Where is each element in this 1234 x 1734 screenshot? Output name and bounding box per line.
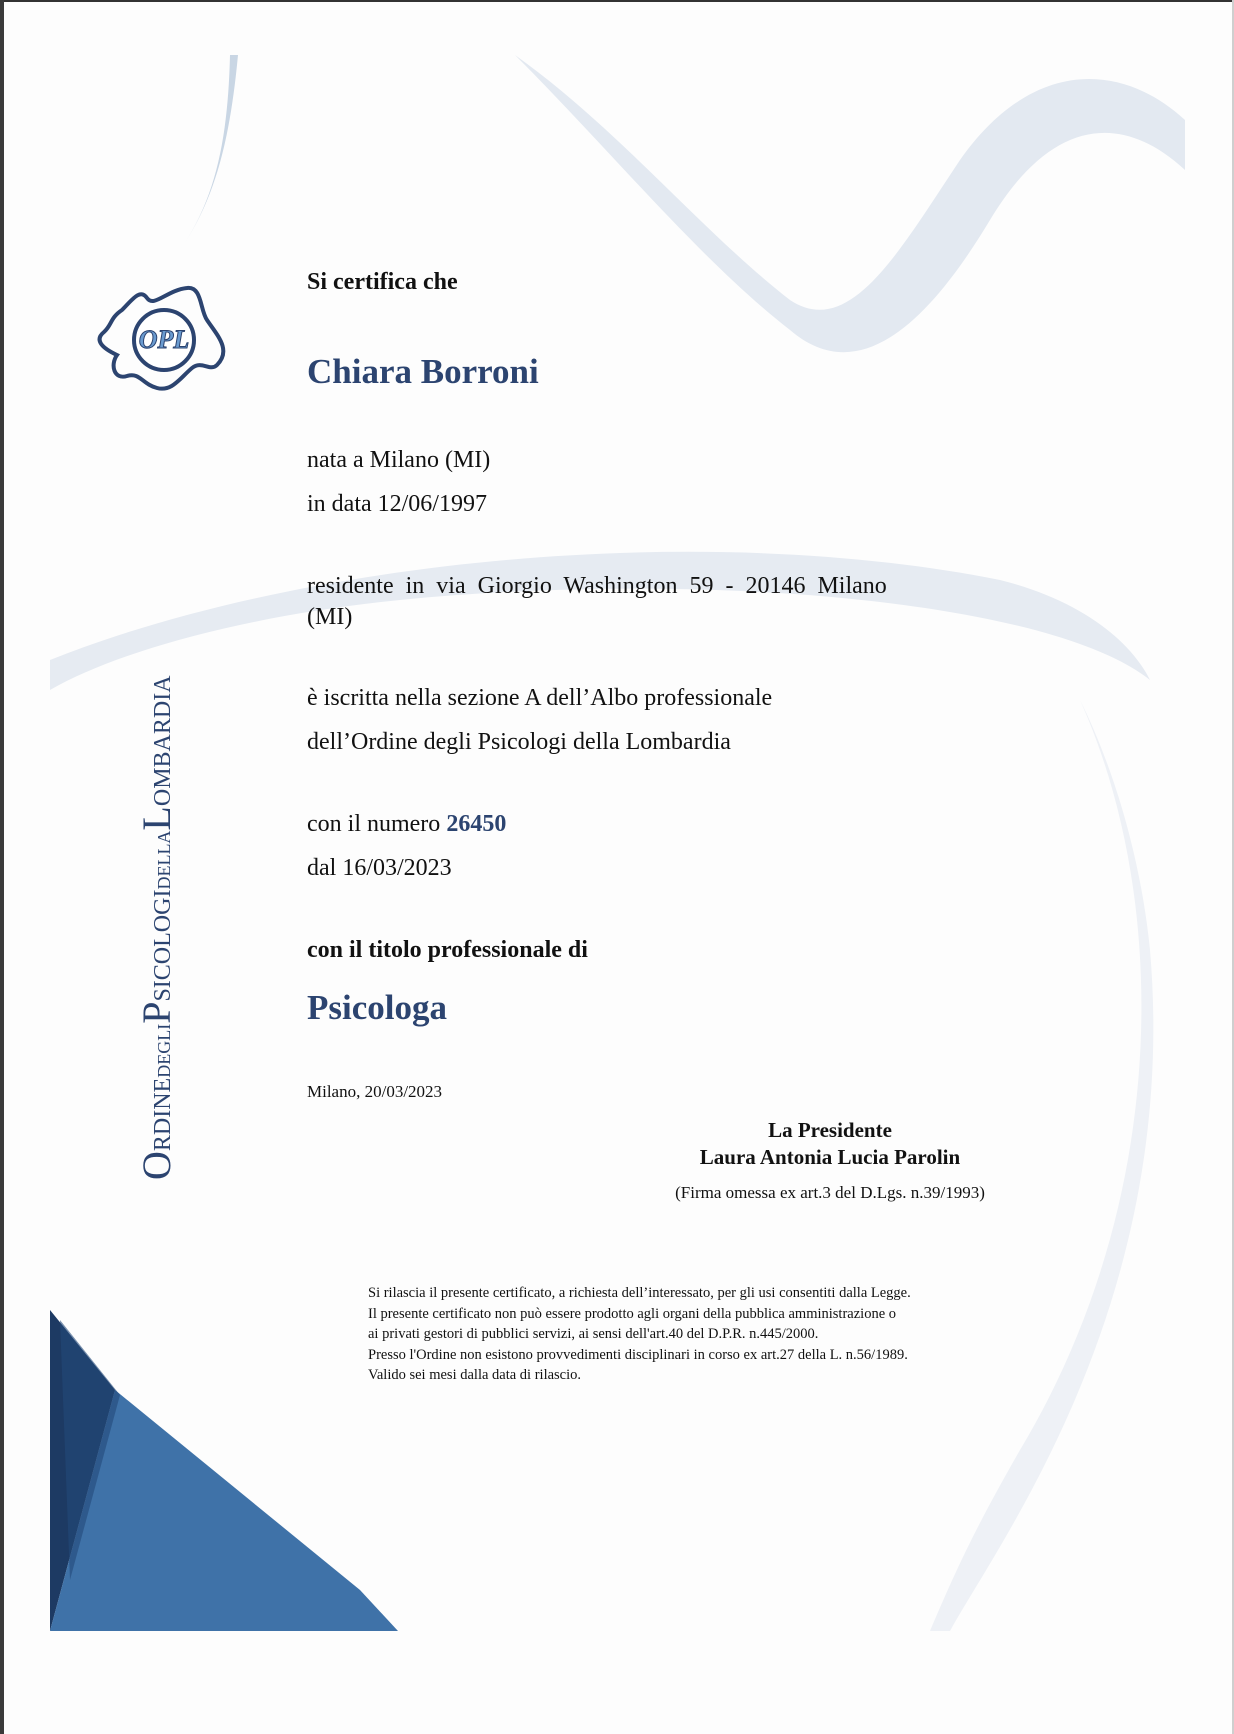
footer-line: Il presente certificato non può essere prodotto agli organi della pubblica amministrazione o <box>368 1305 897 1322</box>
signature-note: (Firma omessa ex art.3 del D.Lgs. n.39/1993) <box>675 1183 985 1202</box>
footer-line: Si rilascia il presente certificato, a richiesta dell’interessato, per gli usi consentiti dalla Legge. <box>368 1285 911 1301</box>
title-label: con il titolo professionale di <box>307 937 588 963</box>
member-name: Chiara Borroni <box>307 352 539 391</box>
birth-place: nata a Milano (MI) <box>307 447 491 473</box>
footer-notes <box>368 1283 911 1386</box>
signatory-name: Laura Antonia Lucia Parolin <box>699 1145 961 1169</box>
residence-line-2: (MI) <box>307 604 353 630</box>
opl-logo-icon <box>92 280 242 400</box>
footer-line: Valido sei mesi dalla data di rilascio. <box>368 1367 582 1383</box>
residence-line-1: residente in via Giorgio Washington 59 - 20146 Milano <box>307 573 887 599</box>
number-label: con il numero <box>307 811 447 837</box>
footer-line: ai privati gestori di pubblici servizi, ai sensi dell'art.40 del D.P.R. n.445/2000. <box>368 1326 819 1342</box>
birth-date: in data 12/06/1997 <box>307 491 487 517</box>
professional-title: Psicologa <box>307 988 447 1027</box>
registration-date: dal 16/03/2023 <box>307 855 452 881</box>
signatory-role: La Presidente <box>768 1118 892 1142</box>
enrolment-line-1: è iscritta nella sezione A dell’Albo professionale <box>307 685 773 711</box>
place-date: Milano, 20/03/2023 <box>307 1082 443 1101</box>
registration-number: 26450 <box>446 811 507 837</box>
org-name-vertical: ORDINEDEGLIPSICOLOGIDELLALOMBARDIA <box>134 675 179 1180</box>
window-border-left <box>0 0 4 1734</box>
logo-letters: OPL <box>138 325 190 354</box>
registration-number-line <box>307 811 506 838</box>
window-border-top <box>0 0 1234 2</box>
footer-line: Presso l'Ordine non esistono provvedimenti disciplinari in corso ex art.27 della L. n.56/1989. <box>368 1346 908 1363</box>
intro-text: Si certifica che <box>307 269 458 295</box>
enrolment-line-2: dell’Ordine degli Psicologi della Lombardia <box>307 729 731 755</box>
